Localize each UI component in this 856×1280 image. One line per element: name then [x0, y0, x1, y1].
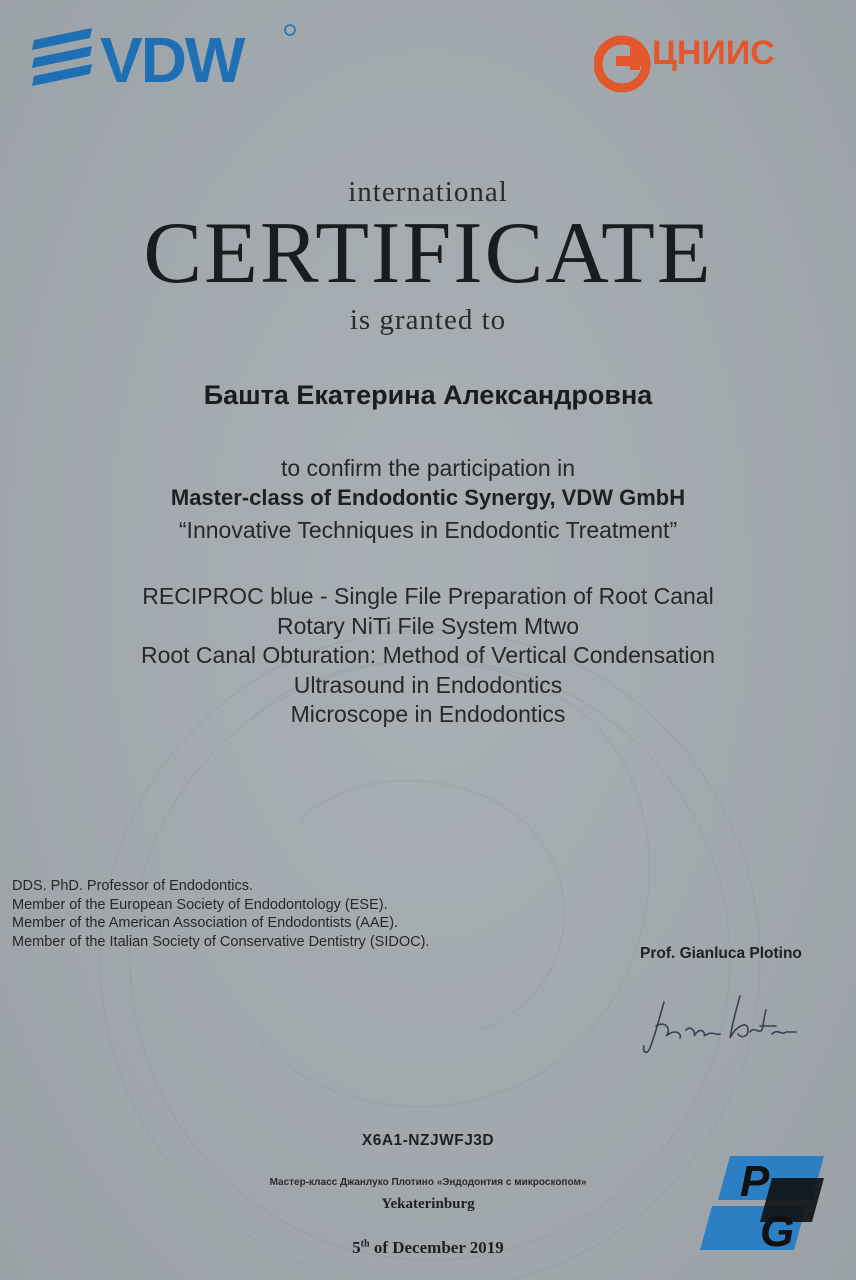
confirm-text: to confirm the participation in [280, 455, 576, 481]
date-suffix: th [360, 1238, 370, 1250]
recipient-name: Башта Екатерина Александровна [203, 380, 653, 410]
credential-line: DDS. PhD. Professor of Endodontics. [12, 878, 253, 894]
course-quote: “Innovative Techniques in Endodontic Treatment” [178, 517, 678, 543]
date-day: 5 [352, 1238, 361, 1257]
credential-line: Member of the European Society of Endodontology (ESE). [12, 896, 388, 913]
certificate-pretitle: international [348, 176, 508, 208]
cniis-logo [594, 26, 824, 96]
pg-logo-p: P [740, 1157, 770, 1206]
masterclass-russian: Мастер-класс Джанлуко Плотино «Эндодонтия с микроскопом» [269, 1177, 587, 1188]
signatory-name: Prof. Gianluca Plotino [640, 945, 802, 962]
certificate-granted: is granted to [349, 304, 507, 336]
topic-item: Root Canal Obturation: Method of Vertical Condensation [140, 642, 716, 668]
topic-item: Rotary NiTi File System Mtwo [276, 612, 580, 639]
pg-logo-g: G [760, 1207, 795, 1250]
date-rest: of December 2019 [369, 1238, 504, 1257]
topic-item: Ultrasound in Endodontics [293, 671, 563, 698]
certificate-code: X6A1-NZJWFJ3D [361, 1132, 495, 1149]
topics-list [0, 582, 856, 730]
topic-item: RECIPROC blue - Single File Preparation of Root Canal [142, 583, 714, 609]
credential-line: Member of the American Association of Endodontists (AAE). [12, 915, 399, 931]
city: Yekaterinburg [381, 1196, 475, 1212]
pg-logo [700, 1156, 824, 1250]
credential-line: Member of the Italian Society of Conservative Dentistry (SIDOC). [12, 933, 430, 950]
credentials-block [12, 877, 429, 951]
topic-item: Microscope in Endodontics [290, 701, 566, 727]
cniis-logo-text: ЦНИИС [652, 34, 775, 72]
signature [636, 986, 816, 1062]
masterclass-title: Master-class of Endodontic Synergy, VDW GmbH [170, 485, 686, 510]
vdw-logo-text: VDW [100, 24, 244, 92]
vdw-logo [32, 22, 302, 92]
certificate-title: CERTIFICATE [143, 205, 713, 302]
